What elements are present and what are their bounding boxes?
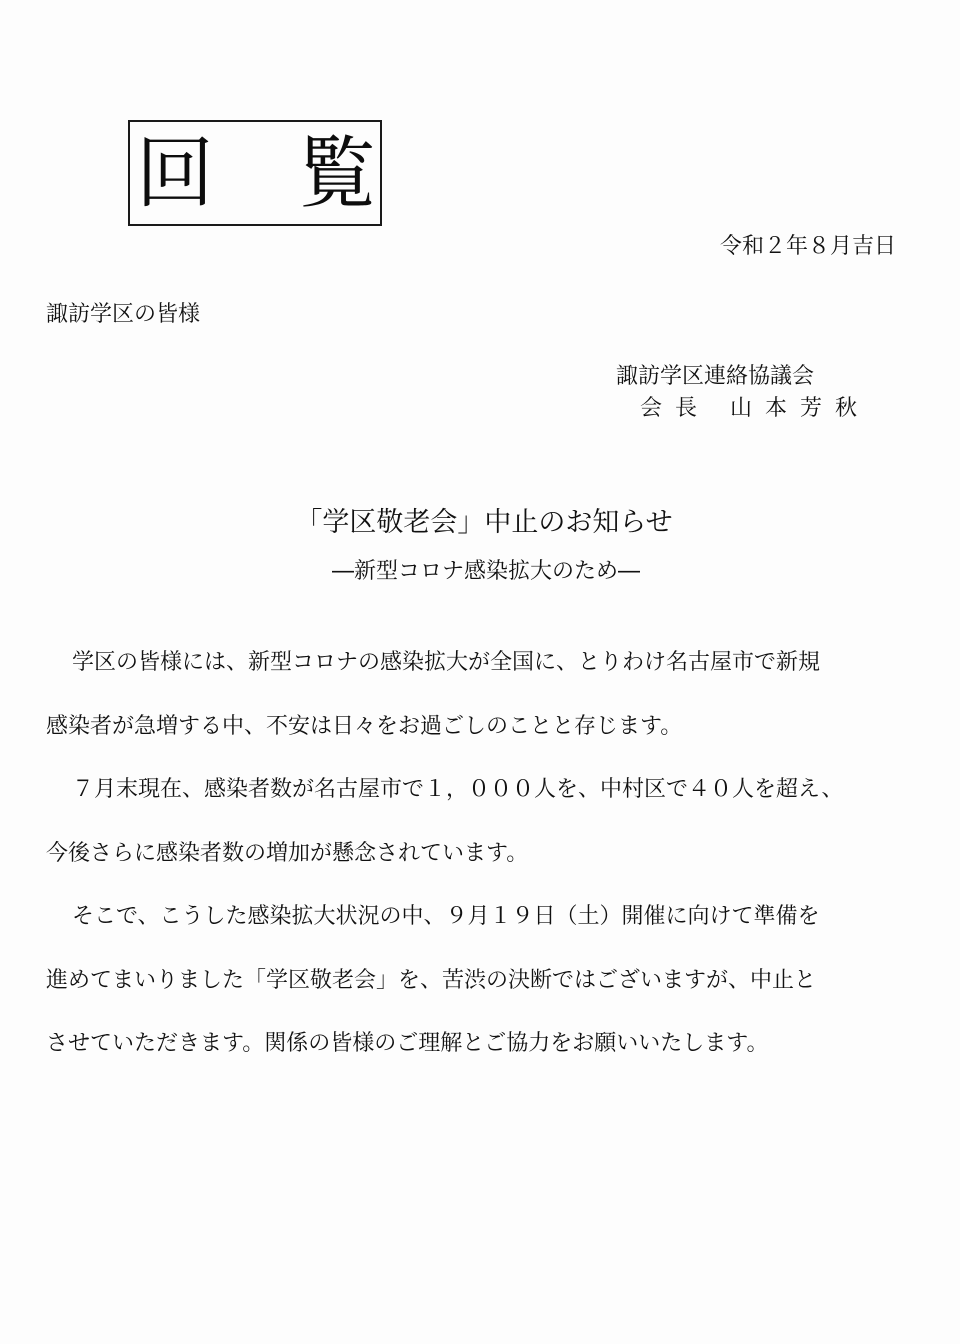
body-line: 今後さらに感染者数の増加が懸念されています。 (46, 840, 529, 866)
body-line: させていただきます。関係の皆様のご理解とご協力をお願いいたします。 (46, 1031, 769, 1056)
body-line: 感染者が急増する中、不安は日々をお過ごしのことと存じます。 (46, 713, 683, 739)
notice-subtitle: ―新型コロナ感染拡大のため― (331, 559, 640, 584)
circular-stamp-box (128, 120, 382, 226)
body-line: 学区の皆様には、新型コロナの感染拡大が全国に、とりわけ名古屋市で新規 (72, 650, 821, 675)
body-line: ７月末現在、感染者数が名古屋市で１，０００人を、中村区で４０人を超え、 (72, 777, 844, 802)
circular-stamp-char-1: 回 (136, 129, 215, 219)
issue-date: 令和２年８月吉日 (719, 234, 896, 259)
body-line: 進めてまいりました「学区敬老会」を、苦渋の決断ではございますが、中止と (46, 967, 817, 993)
addressee: 諏訪学区の皆様 (46, 302, 201, 327)
circular-stamp-char-2: 覧 (298, 129, 377, 219)
sender-name: 会長 山本芳秋 (640, 396, 870, 421)
sender-organization: 諏訪学区連絡協議会 (616, 364, 815, 389)
notice-body (46, 648, 916, 1093)
body-line: そこで、こうした感染拡大状況の中、９月１９日（土）開催に向けて準備を (72, 904, 820, 929)
notice-title: 「学区敬老会」中止のお知らせ (295, 507, 673, 538)
